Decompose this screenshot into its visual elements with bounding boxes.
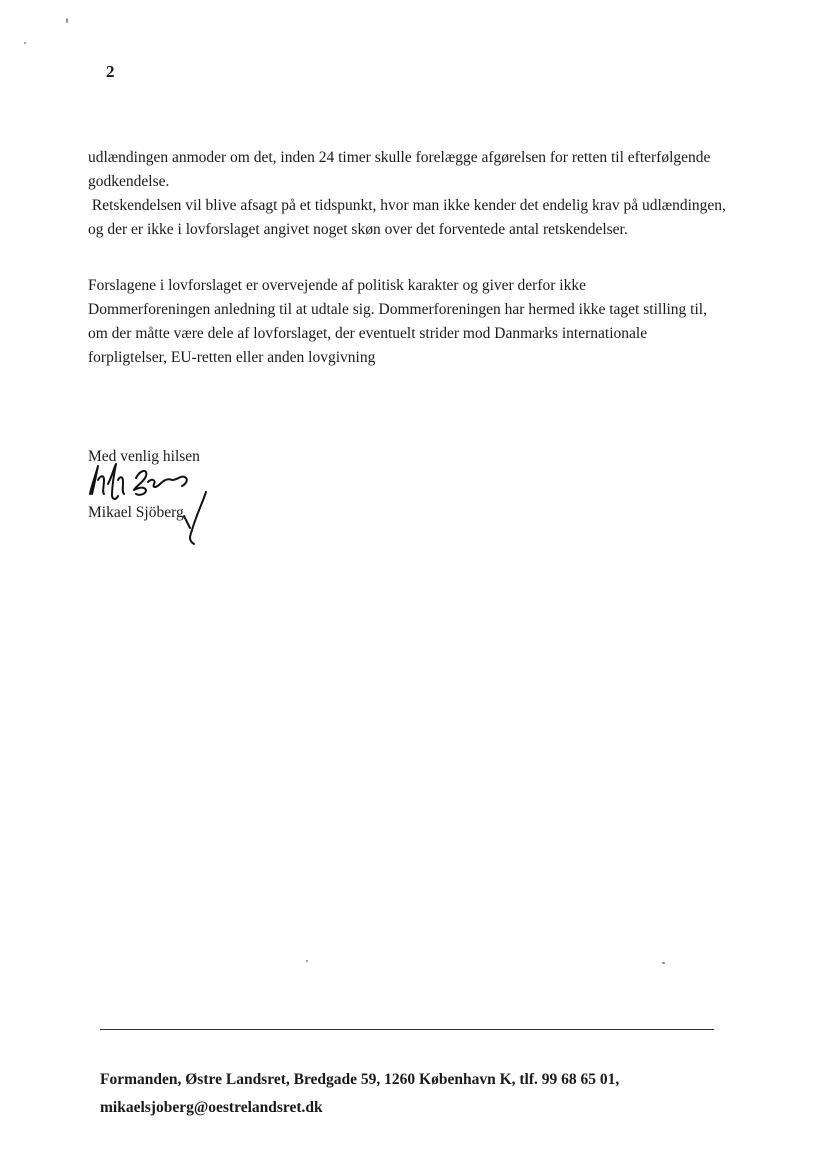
signer-name: Mikael Sjöberg (88, 504, 184, 521)
closing-greeting: Med venlig hilsen (88, 448, 200, 465)
scan-speck (66, 18, 68, 23)
footer-email: mikaelsjoberg@oestrelandsret.dk (100, 1099, 323, 1116)
footer-divider (100, 1029, 714, 1030)
text-line: Dommerforeningen anledning til at udtale sig. Dommerforeningen har hermed ikke taget stilling til, (88, 301, 707, 318)
footer-address: Formanden, Østre Landsret, Bredgade 59, 1260 København K, tlf. 99 68 65 01, (100, 1071, 620, 1088)
handwritten-signature (82, 456, 222, 546)
text-line: udlændingen anmoder om det, inden 24 timer skulle forelægge afgørelsen for retten til efterfølgende (88, 149, 711, 166)
scan-speck (24, 42, 26, 44)
text-line: Forslagene i lovforslaget er overvejende af politisk karakter og giver derfor ikke (88, 277, 586, 294)
text-line: forpligtelser, EU-retten eller anden lovgivning (88, 349, 376, 366)
page-number: 2 (106, 62, 115, 81)
text-line: om der måtte være dele af lovforslaget, der eventuelt strider mod Danmarks internationale (88, 325, 648, 342)
paragraph-1 (88, 146, 768, 242)
text-line: godkendelse. (88, 173, 170, 190)
scan-speck (306, 960, 308, 962)
footer (100, 1066, 619, 1122)
letter-body (88, 146, 768, 370)
text-line: og der er ikke i lovforslaget angivet noget skøn over det forventede antal retskendelser. (88, 221, 628, 238)
text-line: Retskendelsen vil blive afsagt på et tidspunkt, hvor man ikke kender det endelig krav på udlændingen, (88, 197, 726, 214)
paragraph-2 (88, 274, 768, 370)
scan-speck (662, 962, 665, 964)
